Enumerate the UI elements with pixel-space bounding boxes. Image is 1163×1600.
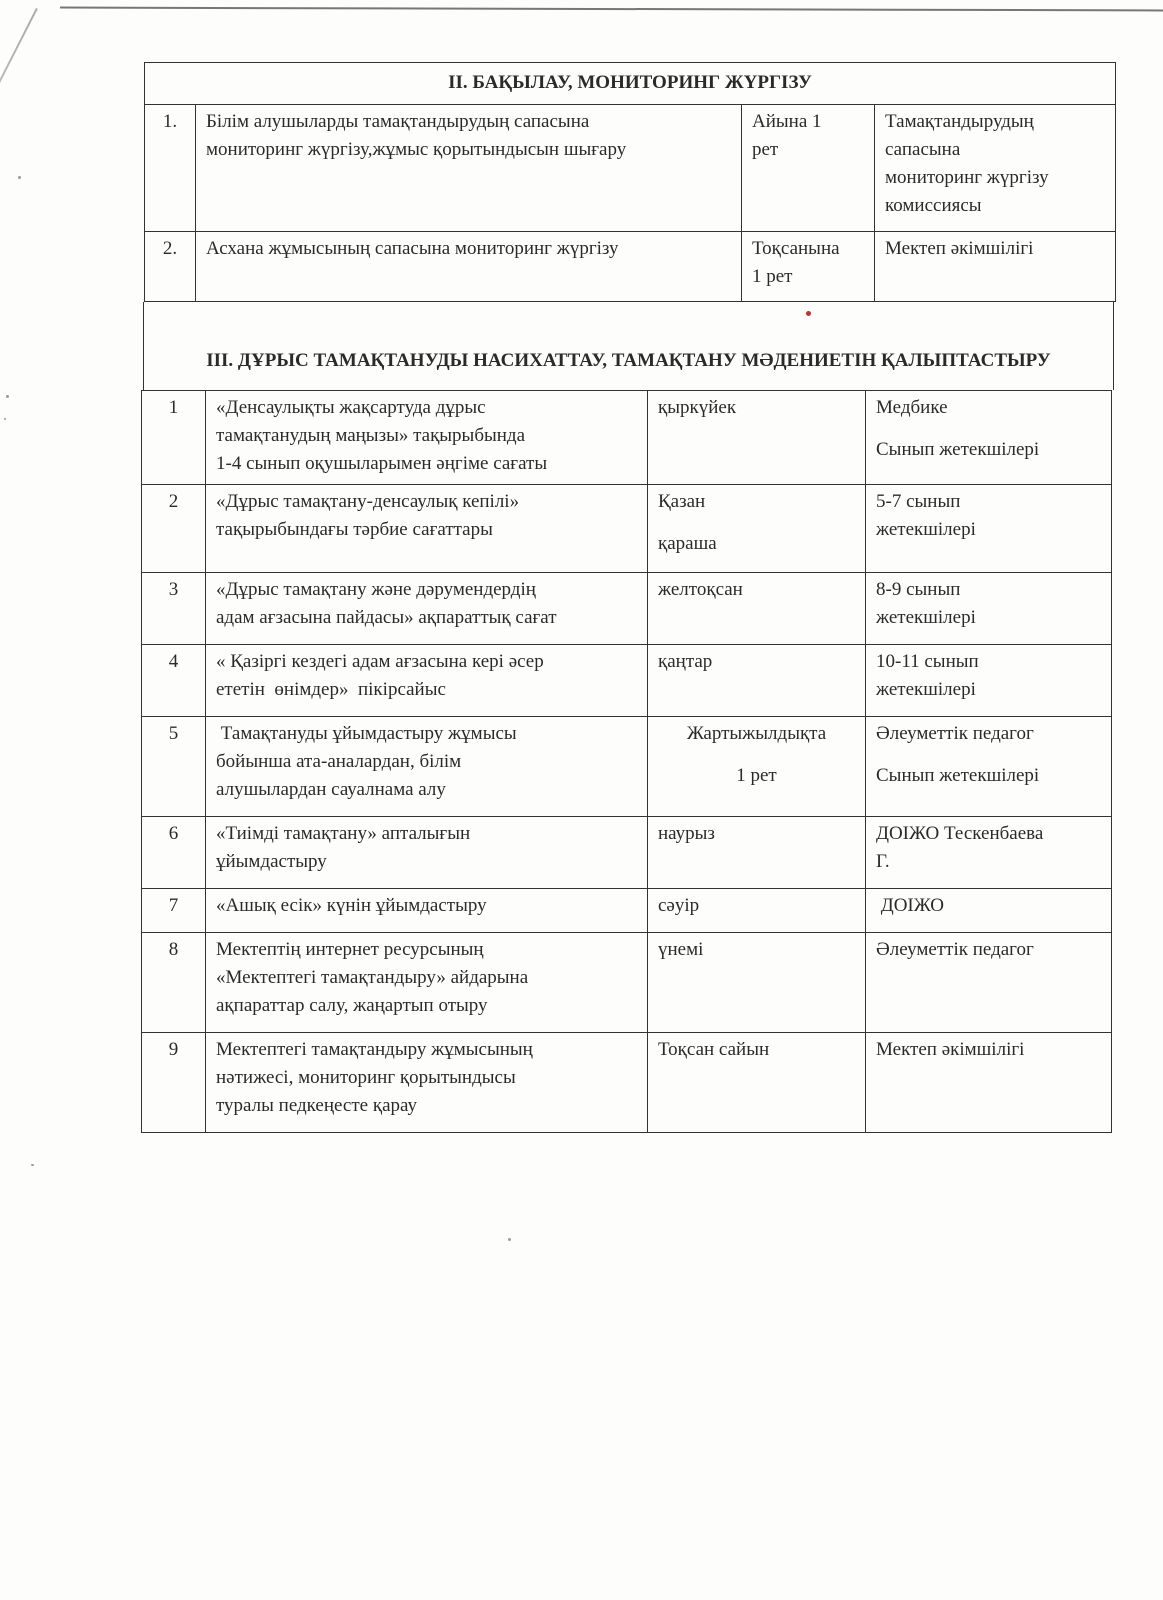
table-row: [142, 933, 1112, 1033]
responsible-line: Мектеп әкімшілігі: [885, 238, 1034, 259]
responsible-line: Әлеуметтік педагог: [876, 939, 1034, 960]
row-text: [206, 391, 648, 485]
text-line: Мектептегі тамақтандыру жұмысының: [216, 1039, 533, 1060]
row-deadline: [648, 717, 866, 817]
row-number: 4: [142, 645, 206, 717]
scan-speck: [4, 418, 6, 420]
row-responsible: [875, 232, 1116, 302]
row-text: [196, 105, 742, 232]
deadline-line: 1 рет: [752, 266, 793, 287]
deadline-line: 1 рет: [736, 765, 777, 786]
text-line: нәтижесі, мониторинг қорытындысы: [216, 1067, 516, 1088]
row-number: 2: [142, 485, 206, 573]
scan-speck: [6, 395, 9, 398]
text-line: алушылардан сауалнама алу: [216, 779, 446, 800]
table-row: [142, 717, 1112, 817]
row-number: 5: [142, 717, 206, 817]
deadline-line: наурыз: [658, 823, 715, 844]
text-line: ұйымдастыру: [216, 851, 327, 872]
responsible-line: Мектеп әкімшілігі: [876, 1039, 1025, 1060]
text-line: мониторинг жүргізу,жұмыс қорытындысын шығару: [206, 139, 627, 160]
row-responsible: [866, 717, 1112, 817]
text-line: «Мектептегі тамақтандыру» айдарына: [216, 967, 529, 988]
text-line: «Ашық есік» күнін ұйымдастыру: [216, 895, 487, 916]
responsible-line: мониторинг жүргізу: [885, 167, 1049, 188]
scan-speck: [508, 1238, 511, 1241]
responsible-line: жетекшілері: [876, 607, 976, 628]
responsible-line: Медбике: [876, 397, 948, 418]
responsible-line: жетекшілері: [876, 679, 976, 700]
row-text: [206, 889, 648, 933]
responsible-line: Тамақтандырудың: [885, 111, 1034, 132]
section-title: II. БАҚЫЛАУ, МОНИТОРИНГ ЖҮРГІЗУ: [145, 63, 1116, 105]
section-title-block: [143, 302, 1114, 390]
responsible-line: 8-9 сынып: [876, 579, 961, 600]
scan-speck: [18, 176, 21, 179]
deadline-line: қыркүйек: [658, 397, 737, 418]
text-line: тамақтанудың маңызы» тақырыбында: [216, 425, 526, 446]
deadline-line: қараша: [658, 533, 717, 554]
row-text: [206, 485, 648, 573]
responsible-line: комиссиясы: [885, 195, 982, 216]
row-text: [206, 1033, 648, 1133]
responsible-line: Г.: [876, 851, 890, 872]
deadline-line: Қазан: [658, 491, 706, 512]
row-number: 1: [142, 391, 206, 485]
text-line: 1-4 сынып оқушыларымен әңгіме сағаты: [216, 453, 548, 474]
deadline-line: сәуір: [658, 895, 700, 916]
row-responsible: [875, 105, 1116, 232]
row-text: [206, 573, 648, 645]
row-number: 3: [142, 573, 206, 645]
table-row: [142, 889, 1112, 933]
deadline-line: Жартыжылдықта: [686, 723, 827, 744]
row-deadline: [648, 573, 866, 645]
text-line: туралы педкеңесте қарау: [216, 1095, 417, 1116]
row-responsible: [866, 1033, 1112, 1133]
table-row: [145, 232, 1116, 302]
table-row: [142, 817, 1112, 889]
responsible-line: сапасына: [885, 139, 961, 160]
monitoring-table: [144, 62, 1116, 302]
responsible-line: Әлеуметтік педагог: [876, 723, 1034, 744]
row-deadline: [648, 391, 866, 485]
text-line: Асхана жұмысының сапасына мониторинг жүргізу: [206, 238, 619, 259]
row-text: [196, 232, 742, 302]
row-deadline: [742, 105, 875, 232]
responsible-line: 10-11 сынып: [876, 651, 979, 672]
row-text: [206, 645, 648, 717]
table-row: [142, 645, 1112, 717]
deadline-line: үнемі: [658, 939, 704, 960]
text-line: « Қазіргі кездегі адам ағзасына кері әсер: [216, 651, 544, 672]
text-line: бойынша ата-аналардан, білім: [216, 751, 462, 772]
text-line: ететін өнімдер» пікірсайыс: [216, 679, 446, 700]
responsible-line: Сынып жетекшілері: [876, 765, 1040, 786]
deadline-line: Тоқсанына: [752, 238, 840, 259]
text-line: «Дұрыс тамақтану және дәрумендердің: [216, 579, 536, 600]
row-responsible: [866, 889, 1112, 933]
row-deadline: [648, 889, 866, 933]
row-number: 6: [142, 817, 206, 889]
text-line: Мектептің интернет ресурсының: [216, 939, 484, 960]
row-number: 7: [142, 889, 206, 933]
responsible-line: ДОІЖО: [876, 895, 945, 916]
row-number: 9: [142, 1033, 206, 1133]
table-row: [142, 573, 1112, 645]
table-row: [145, 105, 1116, 232]
row-deadline: [648, 645, 866, 717]
scan-speck: [31, 1164, 34, 1166]
row-responsible: [866, 485, 1112, 573]
row-text: [206, 717, 648, 817]
text-line: тақырыбындағы тәрбие сағаттары: [216, 519, 493, 540]
deadline-line: Тоқсан сайын: [658, 1039, 770, 1060]
text-line: Білім алушыларды тамақтандырудың сапасына: [206, 111, 590, 132]
row-text: [206, 933, 648, 1033]
responsible-line: 5-7 сынып: [876, 491, 961, 512]
deadline-line: рет: [752, 139, 779, 160]
text-line: ақпараттар салу, жаңартып отыру: [216, 995, 488, 1016]
responsible-line: жетекшілері: [876, 519, 976, 540]
row-responsible: [866, 933, 1112, 1033]
text-line: «Дұрыс тамақтану-денсаулық кепілі»: [216, 491, 520, 512]
scan-edge-line: [60, 7, 1163, 12]
deadline-line: желтоқсан: [658, 579, 743, 600]
section-title: III. ДҰРЫС ТАМАҚТАНУДЫ НАСИХАТТАУ, ТАМАҚТАНУ МӘДЕНИЕТІН ҚАЛЫПТАСТЫРУ: [206, 350, 1051, 371]
table-row: [142, 391, 1112, 485]
deadline-line: Айына 1: [752, 111, 822, 132]
row-responsible: [866, 391, 1112, 485]
text-line: «Денсаулықты жақсартуда дұрыс: [216, 397, 486, 418]
row-deadline: [648, 1033, 866, 1133]
table-row: [142, 485, 1112, 573]
row-number: 2.: [145, 232, 196, 302]
row-responsible: [866, 645, 1112, 717]
text-line: адам ағзасына пайдасы» ақпараттық сағат: [216, 607, 557, 628]
row-deadline: [742, 232, 875, 302]
responsible-line: Сынып жетекшілері: [876, 439, 1040, 460]
row-number: 8: [142, 933, 206, 1033]
row-deadline: [648, 933, 866, 1033]
section-title-row: [145, 63, 1116, 105]
row-number: 1.: [145, 105, 196, 232]
row-deadline: [648, 485, 866, 573]
deadline-line: қаңтар: [658, 651, 713, 672]
text-line: «Тиімді тамақтану» апталығын: [216, 823, 471, 844]
row-responsible: [866, 817, 1112, 889]
row-responsible: [866, 573, 1112, 645]
nutrition-promotion-table: [141, 390, 1112, 1133]
table-row: [142, 1033, 1112, 1133]
text-line: Тамақтануды ұйымдастыру жұмысы: [216, 723, 517, 744]
scan-streak: [0, 8, 38, 192]
row-text: [206, 817, 648, 889]
row-deadline: [648, 817, 866, 889]
responsible-line: ДОІЖО Тескенбаева: [876, 823, 1044, 844]
